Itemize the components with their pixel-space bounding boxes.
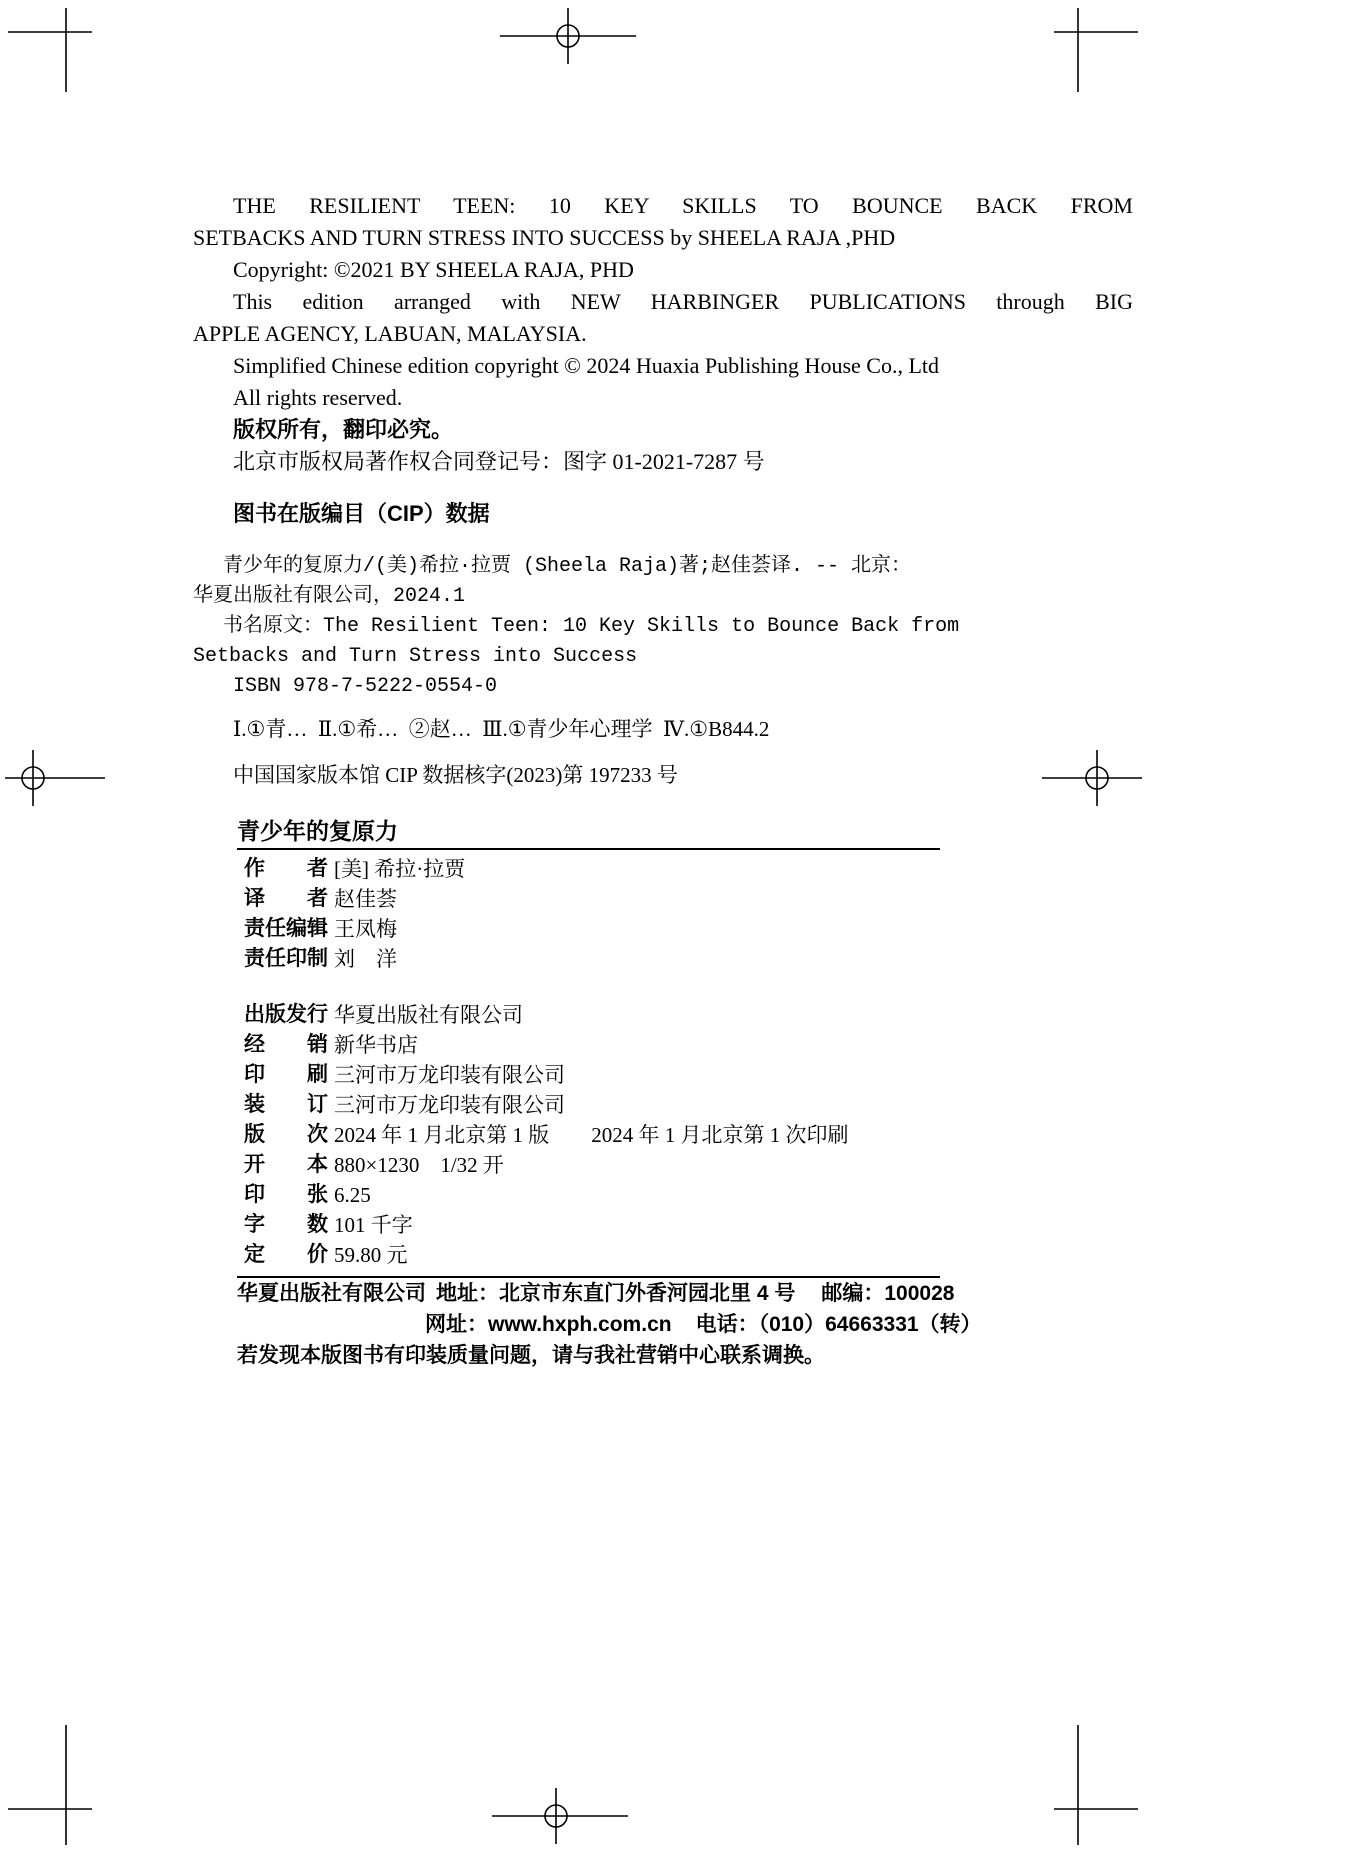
colophon-row [193,914,1133,944]
colophon-row-label: 字 数 [244,1213,328,1236]
arrangement-line: APPLE AGENCY, LABUAN, MALAYSIA. [193,321,587,346]
publisher-footer [193,1278,1133,1371]
book-title: 青少年的复原力 [237,818,398,844]
colophon-row-label: 定 价 [244,1243,328,1266]
cip-entry-line: 青少年的复原力/(美)希拉·拉贾 (Sheela Raja)著;赵佳荟译. -- 北京： [223,555,912,578]
publisher-address: 地址：北京市东直门外香河园北里 4 号 [436,1282,796,1305]
colophon-row [193,1120,1133,1150]
crop-mark-icon [1048,8,1138,103]
colophon-row-label: 责任印制 [244,947,328,970]
crop-mark-icon [8,8,98,103]
quality-notice: 若发现本版图书有印装质量问题，请与我社营销中心联系调换。 [237,1344,825,1367]
colophon-row-label: 经 销 [244,1033,328,1056]
publisher-contact-line [193,1278,1133,1309]
registration-mark-icon [500,8,636,69]
colophon-row [193,944,1133,974]
registration-mark-icon [5,750,105,811]
publisher-name: 华夏出版社有限公司 [237,1282,426,1305]
colophon-row-label: 作 者 [244,857,328,880]
colophon-row [193,1060,1133,1090]
crop-mark-icon [1048,1725,1138,1850]
rights-line: All rights reserved. [233,385,403,410]
colophon-row-value: 赵佳荟 [334,887,397,911]
arrangement-line: This edition arranged with NEW HARBINGER PUBLICATIONS through BIG [233,289,1133,314]
colophon-row-label: 装 订 [244,1093,328,1116]
colophon-row-label: 出版发行 [244,1003,328,1026]
colophon-row [193,1030,1133,1060]
original-title-line: THE RESILIENT TEEN: 10 KEY SKILLS TO BOUNCE BACK FROM [233,193,1133,218]
colophon-row-value: 6.25 [334,1183,371,1207]
copyright-block [193,190,1133,478]
original-title-line: SETBACKS AND TURN STRESS INTO SUCCESS by SHEELA RAJA ,PHD [193,225,896,250]
cip-entry-line: 华夏出版社有限公司，2024.1 [193,585,466,608]
colophon-row-label: 印 刷 [244,1063,328,1086]
publisher-phone: 电话：（010）64663331（转） [695,1313,982,1336]
colophon-row [193,1210,1133,1240]
colophon-row-label: 版 次 [244,1123,328,1146]
colophon-row-value: 880×1230 1/32 开 [334,1153,504,1177]
cip-original-title-line: 书名原文：The Resilient Teen: 10 Key Skills to Bounce Back from [223,615,960,638]
colophon-row-label: 开 本 [244,1153,328,1176]
publisher-website: 网址：www.hxph.com.cn [425,1313,672,1336]
colophon [193,814,1133,1278]
page-content [193,190,1133,1371]
colophon-row-label: 印 张 [244,1183,328,1206]
cip-heading-row [193,498,1133,530]
colophon-row [193,1090,1133,1120]
isbn-line: ISBN 978-7-5222-0554-0 [233,675,498,698]
publisher-web-line [193,1309,1133,1340]
colophon-row-value: 华夏出版社有限公司 [334,1003,523,1027]
colophon-row [193,854,1133,884]
contract-registration-line: 北京市版权局著作权合同登记号：图字 01-2021-7287 号 [233,449,765,474]
copyright-line: Copyright: ©2021 BY SHEELA RAJA, PHD [233,257,634,282]
cip-heading: 图书在版编目（CIP）数据 [233,501,490,526]
colophon-rows [193,850,1133,1270]
colophon-row-value: 三河市万龙印装有限公司 [334,1063,565,1087]
colophon-row-label: 译 者 [244,887,328,910]
colophon-row-value: 刘 洋 [334,947,397,971]
colophon-row-label: 责任编辑 [244,917,328,940]
colophon-row-value: 王凤梅 [334,917,397,941]
colophon-row [193,1150,1133,1180]
colophon-row-value: 101 千字 [334,1213,413,1237]
crop-mark-icon [8,1725,98,1850]
colophon-row [193,1000,1133,1030]
colophon-row [193,1240,1133,1270]
colophon-row-value: 三河市万龙印装有限公司 [334,1093,565,1117]
colophon-row-value: 59.80 元 [334,1243,408,1267]
cip-classification-line: Ⅰ.①青… Ⅱ.①希… ②赵… Ⅲ.①青少年心理学 Ⅳ.①B844.2 [233,717,770,741]
publisher-postcode: 邮编：100028 [821,1282,955,1305]
cip-registry-line: 中国国家版本馆 CIP 数据核字(2023)第 197233 号 [233,763,678,787]
colophon-row-value: [美] 希拉·拉贾 [334,857,466,881]
registration-mark-icon [492,1788,628,1849]
cip-original-title-line: Setbacks and Turn Stress into Success [193,645,638,668]
colophon-row [193,1180,1133,1210]
colophon-row-value: 新华书店 [334,1033,418,1057]
cip-block [193,552,1133,790]
colophon-row [193,884,1133,914]
colophon-row-value: 2024 年 1 月北京第 1 版 2024 年 1 月北京第 1 次印刷 [334,1123,849,1147]
rights-notice-cn: 版权所有，翻印必究。 [233,417,454,442]
chinese-edition-line: Simplified Chinese edition copyright © 2024 Huaxia Publishing House Co., Ltd [233,353,939,378]
